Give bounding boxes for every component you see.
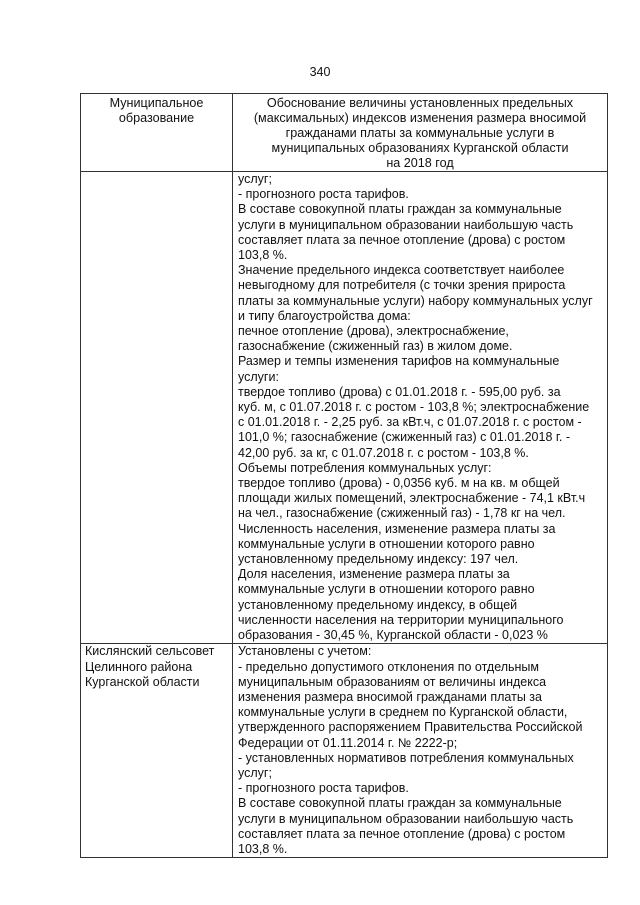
text-line: 101,0 %; газоснабжение (сжиженный газ) с 01.01.2018 г. -	[238, 430, 571, 445]
text-line: муниципальным образованиям от величины индекса	[238, 674, 547, 689]
text-line: 103,8 %.	[238, 248, 288, 263]
text-line: 42,00 руб. за кг, с 01.07.2018 г. с ростом - 103,8 %.	[238, 445, 529, 460]
text-line: гражданами платы за коммунальные услуги в	[285, 126, 555, 140]
header-municipality-cell	[81, 94, 233, 172]
text-line: услуги в муниципальном образовании наибольшую часть	[238, 811, 574, 826]
text-line: - предельно допустимого отклонения по отдельным	[238, 659, 540, 674]
text-line: услуг;	[238, 765, 272, 780]
text-line: 103,8 %.	[238, 841, 288, 856]
text-line: Целинного района	[85, 659, 193, 674]
text-line: Федерации от 01.11.2014 г. № 2222-р;	[238, 735, 458, 750]
text-line: Доля населения, изменение размера платы за	[238, 567, 510, 582]
row2-text	[233, 644, 607, 857]
table-row	[81, 172, 608, 644]
text-line: - прогнозного роста тарифов.	[238, 187, 409, 202]
header-municipality	[81, 94, 232, 126]
text-line: составляет плата за печное отопление (дрова) с ростом	[238, 826, 566, 841]
text-line: печное отопление (дрова), электроснабжение,	[238, 324, 509, 339]
text-line: и типу благоустройства дома:	[238, 308, 411, 323]
table-row	[81, 644, 608, 858]
text-line: муниципальных образованиях Курганской области	[271, 141, 569, 155]
header-justification-cell	[233, 94, 608, 172]
text-line: численности населения на территории муниципального	[238, 612, 564, 627]
text-line: утвержденного распоряжением Правительства Российской	[238, 720, 583, 735]
text-line: невыгодному для потребителя (с точки зрения прироста	[238, 278, 566, 293]
text-line: твердое топливо (дрова) с 01.01.2018 г. - 595,00 руб. за	[238, 384, 561, 399]
text-line: В составе совокупной платы граждан за коммунальные	[238, 796, 562, 811]
text-line: с 01.01.2018 г. - 2,25 руб. за кВт.ч, с 01.07.2018 г. с ростом -	[238, 415, 582, 430]
text-line: В составе совокупной платы граждан за коммунальные	[238, 202, 562, 217]
text-line: услуги:	[238, 369, 279, 384]
row2-municipality	[81, 644, 232, 690]
text-line: на 2018 год	[386, 156, 454, 170]
text-line: коммунальные услуги в отношении которого равно	[238, 582, 535, 597]
text-line: изменения размера вносимой гражданами платы за	[238, 689, 542, 704]
text-line: Численность населения, изменение размера платы за	[238, 521, 556, 536]
row1-municipality-cell	[81, 172, 233, 644]
text-line: услуги в муниципальном образовании наибольшую часть	[238, 217, 574, 232]
text-line: Значение предельного индекса соответствует наиболее	[238, 263, 565, 278]
row1-text-cell	[233, 172, 608, 644]
text-line: - прогнозного роста тарифов.	[238, 781, 409, 796]
text-line: площади жилых помещений, электроснабжение - 74,1 кВт.ч	[238, 491, 586, 506]
text-line: - установленных нормативов потребления коммунальных	[238, 750, 574, 765]
table-header-row	[81, 94, 608, 172]
text-line: установленному предельному индексу, в общей	[238, 597, 518, 612]
text-line: образование	[118, 111, 195, 125]
text-line: коммунальные услуги в отношении которого равно	[238, 536, 535, 551]
text-line: Установлены с учетом:	[238, 644, 372, 659]
row2-municipality-cell	[81, 644, 233, 858]
text-line: коммунальные услуги в среднем по Курганской области,	[238, 705, 568, 720]
row1-text	[233, 172, 607, 643]
text-line: установленному предельному индексу: 197 чел.	[238, 552, 519, 567]
text-line: составляет плата за печное отопление (дрова) с ростом	[238, 232, 566, 247]
text-line: платы за коммунальные услуги) набору коммунальных услуг	[238, 293, 593, 308]
text-line: образования - 30,45 %, Курганской области - 0,023 %	[238, 628, 548, 643]
text-line: на чел., газоснабжение (сжиженный газ) - 1,78 кг на чел.	[238, 506, 566, 521]
text-line: Кислянский сельсовет	[85, 644, 215, 659]
text-line: Обоснование величины установленных предельных	[266, 96, 574, 110]
text-line: услуг;	[238, 172, 272, 186]
text-line: Размер и темпы изменения тарифов на коммунальные	[238, 354, 560, 369]
text-line: (максимальных) индексов изменения размера вносимой	[253, 111, 587, 125]
text-line: Курганской области	[85, 674, 200, 689]
text-line: Муниципальное	[109, 96, 204, 110]
text-line: Объемы потребления коммунальных услуг:	[238, 460, 492, 475]
text-line: куб. м, с 01.07.2018 г. с ростом - 103,8 %; электроснабжение	[238, 400, 590, 415]
page-number: 340	[309, 65, 331, 79]
row2-text-cell	[233, 644, 608, 858]
text-line: твердое топливо (дрова) - 0,0356 куб. м на кв. м общей	[238, 476, 560, 491]
text-line: газоснабжение (сжиженный газ) в жилом доме.	[238, 339, 513, 354]
justification-table	[80, 93, 608, 858]
header-justification	[233, 94, 607, 171]
